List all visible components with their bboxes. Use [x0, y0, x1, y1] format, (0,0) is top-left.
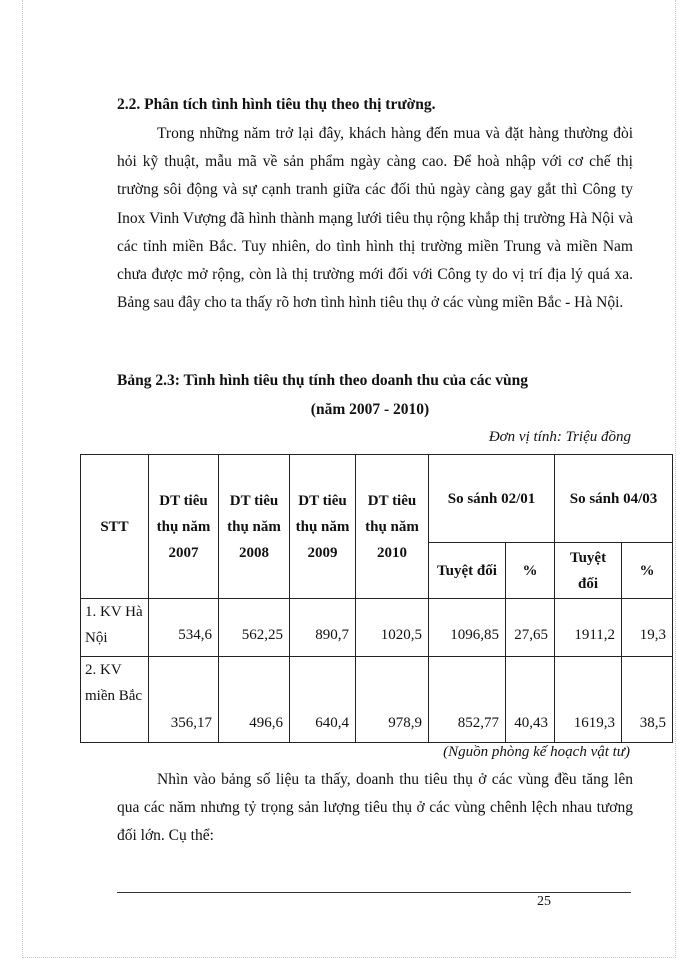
header-compare-04-03: So sánh 04/03	[555, 455, 673, 543]
header-absolute-1: Tuyệt đối	[429, 543, 506, 599]
cell-dt2009: 890,7	[290, 599, 356, 657]
sales-table	[80, 454, 673, 743]
cell-dt2010: 978,9	[356, 657, 429, 743]
paragraph-analysis	[117, 766, 633, 851]
row-label: 1. KV Hà Nội	[81, 599, 149, 657]
cell-dt2008: 496,6	[219, 657, 290, 743]
header-dt-2010: DT tiêu thụ năm 2010	[356, 455, 429, 599]
cell-abs1: 852,77	[429, 657, 506, 743]
cell-pct2: 19,3	[622, 599, 673, 657]
header-dt-2008: DT tiêu thụ năm 2008	[219, 455, 290, 599]
cell-pct1: 27,65	[506, 599, 555, 657]
footer-divider	[117, 892, 631, 893]
unit-label: Đơn vị tính: Triệu đồng	[488, 429, 631, 445]
cell-dt2007: 356,17	[149, 657, 219, 743]
cell-pct1: 40,43	[506, 657, 555, 743]
page-number: 25	[537, 894, 551, 909]
header-percent-2: %	[622, 543, 673, 599]
source-note: (Nguồn phòng kế hoạch vật tư)	[443, 744, 630, 760]
table-subcaption: (năm 2007 - 2010)	[310, 401, 430, 418]
table-row	[81, 599, 673, 657]
cell-abs2: 1911,2	[555, 599, 622, 657]
section-heading: 2.2. Phân tích tình hình tiêu thụ theo thị trường.	[117, 96, 436, 113]
cell-dt2007: 534,6	[149, 599, 219, 657]
paragraph-intro-text: Trong những năm trở lại đây, khách hàng đến mua và đặt hàng thường đòi hỏi kỹ thuật, mẫu mã về sản phẩm ngày càng cao. Để hoà nhập với cơ chế thị trường sôi động và sự cạnh tranh giữa các đối thủ ngày càng gay gắt thì Công ty Inox Vinh Vượng đã hình thành mạng lưới tiêu thụ rộng khắp thị trường Hà Nội và các tỉnh miền Bắc. Tuy nhiên, do tình hình thị trường miền Trung và miền Nam chưa được mở rộng, còn là thị trường mới đối với Công ty do vị trí địa lý quá xa. Bảng sau đây cho ta thấy rõ hơn tình hình tiêu thụ ở các vùng miền Bắc - Hà Nội.	[117, 125, 633, 312]
cell-abs2: 1619,3	[555, 657, 622, 743]
paragraph-intro	[117, 120, 633, 317]
table-caption: Bảng 2.3: Tình hình tiêu thụ tính theo doanh thu của các vùng	[117, 372, 529, 389]
header-percent-1: %	[506, 543, 555, 599]
cell-abs1: 1096,85	[429, 599, 506, 657]
header-compare-02-01: So sánh 02/01	[429, 455, 555, 543]
cell-pct2: 38,5	[622, 657, 673, 743]
paragraph-analysis-text: Nhìn vào bảng số liệu ta thấy, doanh thu tiêu thụ ở các vùng đều tăng lên qua các năm nhưng tỷ trọng sản lượng tiêu thụ ở các vùng chênh lệch nhau tương đối lớn. Cụ thể:	[117, 771, 633, 845]
cell-dt2009: 640,4	[290, 657, 356, 743]
header-dt-2007: DT tiêu thụ năm 2007	[149, 455, 219, 599]
table-row	[81, 657, 673, 743]
cell-dt2008: 562,25	[219, 599, 290, 657]
header-dt-2009: DT tiêu thụ năm 2009	[290, 455, 356, 599]
cell-dt2010: 1020,5	[356, 599, 429, 657]
row-label: 2. KV miền Bắc	[81, 657, 149, 743]
header-absolute-2: Tuyệt đối	[555, 543, 622, 599]
header-stt: STT	[81, 455, 149, 599]
